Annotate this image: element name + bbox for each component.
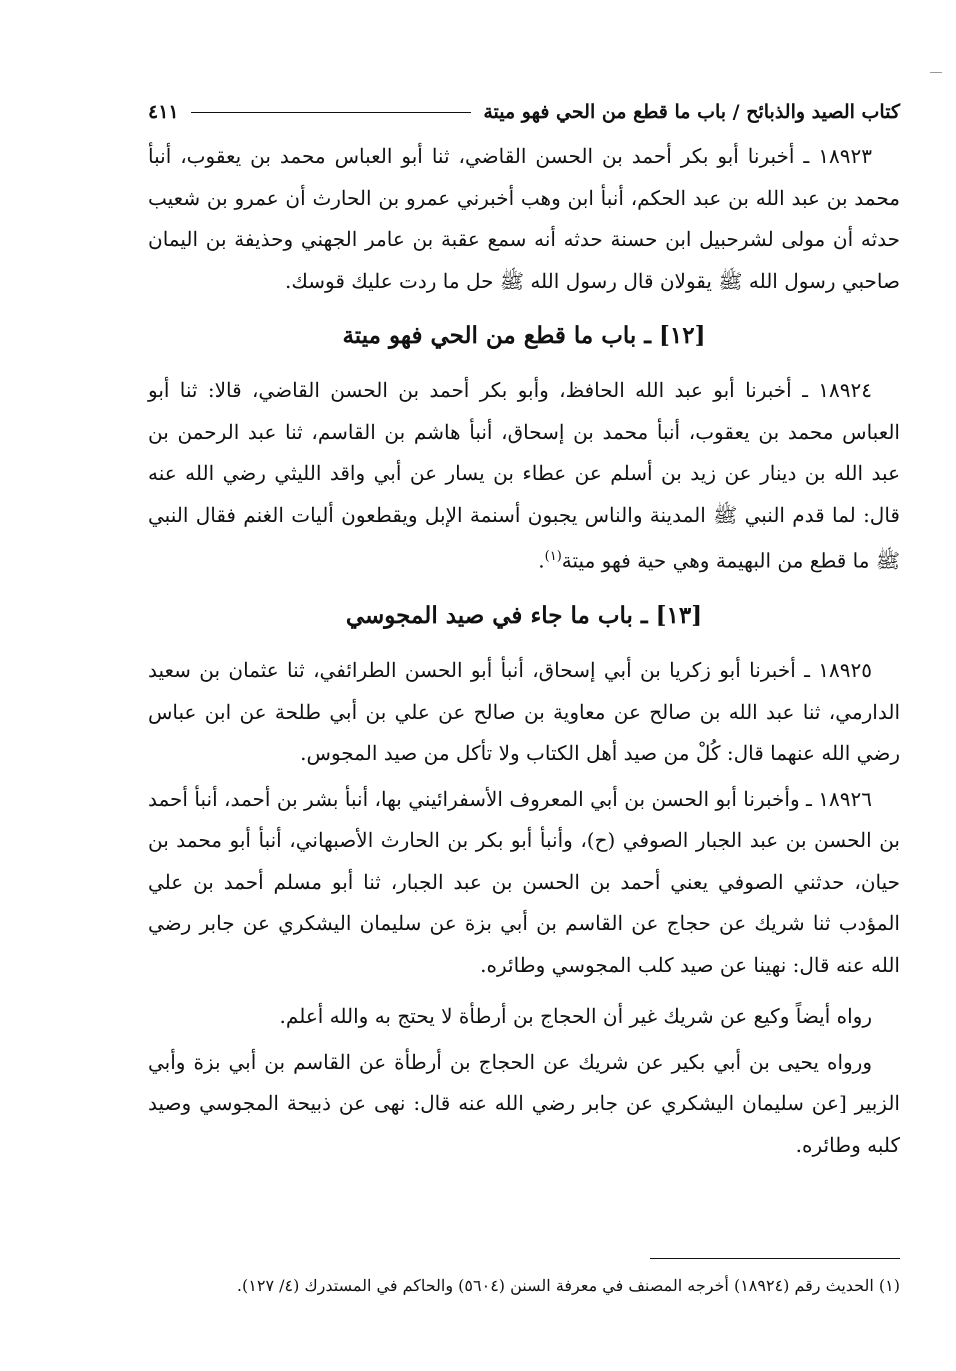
page-number: ٤١١ <box>148 101 179 123</box>
chapter-heading-13: [١٣] ـ باب ما جاء في صيد المجوسي <box>345 602 703 630</box>
footnote-ref: (١) <box>544 549 562 564</box>
running-header-title: كتاب الصيد والذبائح / باب ما قطع من الحي فهو ميتة <box>483 101 900 123</box>
hadith-18924-end: . <box>538 548 545 573</box>
hadith-18926: ١٨٩٢٦ ـ وأخبرنا أبو الحسن بن أبي المعروف الأسفرائيني بها، أنبأ بشر بن أحمد، أنبأ أحمد بن الحسن بن عبد الجبار الصوفي (ح)، وأنبأ أبو بكر بن الحارث الأصبهاني، أنبأ أبو محمد بن حيان، حدثني الصوفي يعني أحمد بن الحسن بن عبد الجبار، ثنا أبو مسلم أحمد بن علي المؤدب ثنا شريك عن حجاج عن القاسم بن أبي بزة عن سليمان اليشكري عن جابر رضي الله عنه قال: نهينا عن صيد كلب المجوسي وطائره. <box>148 786 900 977</box>
corner-mark <box>930 72 942 73</box>
commentary-para-2: ورواه يحيى بن أبي بكير عن شريك عن الحجاج بن أرطأة عن القاسم بن أبي بزة وأبي الزبير [عن سليمان اليشكري عن جابر رضي الله عنه قال: نهى عن ذبيحة المجوسي وصيد كلبه وطائره. <box>148 1049 900 1157</box>
header-rule <box>191 112 472 113</box>
running-header <box>148 92 900 132</box>
footnote-rule <box>650 1258 900 1259</box>
hadith-18925: ١٨٩٢٥ ـ أخبرنا أبو زكريا بن أبي إسحاق، أنبأ أبو الحسن الطرائفي، ثنا عثمان بن سعيد الدارمي، ثنا عبد الله بن صالح عن معاوية بن صالح عن علي بن أبي طلحة عن ابن عباس رضي الله عنهما قال: كُلْ من صيد أهل الكتاب ولا تأكل من صيد المجوس. <box>148 658 900 766</box>
chapter-heading-12: [١٢] ـ باب ما قطع من الحي فهو ميتة <box>342 322 706 349</box>
footnote-area <box>148 1258 900 1318</box>
hadith-18924-text: ١٨٩٢٤ ـ أخبرنا أبو عبد الله الحافظ، وأبو بكر أحمد بن الحسن القاضي، قالا: ثنا أبو العباس محمد بن يعقوب، أنبأ محمد بن إسحاق، أنبأ هاشم بن القاسم، ثنا عبد الرحمن بن عبد الله بن دينار عن زيد بن أسلم عن عطاء بن يسار عن أبي واقد الليثي رضي الله عنه قال: لما قدم النبي ﷺ المدينة والناس يجبون أسنمة الإبل ويقطعون أليات الغنم فقال النبي ﷺ ما قطع من البهيمة وهي حية فهو ميتة <box>148 378 900 573</box>
footnote-1: (١) الحديث رقم (١٨٩٢٤) أخرجه المصنف في معرفة السنن (٥٦٠٤) والحاكم في المستدرك (٤/ ١٢٧). <box>236 1276 900 1295</box>
hadith-18923: ١٨٩٢٣ ـ أخبرنا أبو بكر أحمد بن الحسن القاضي، ثنا أبو العباس محمد بن يعقوب، أنبأ محمد بن عبد الله بن عبد الحكم، أنبأ ابن وهب أخبرني عمرو بن الحارث أن عمرو بن شعيب حدثه أن مولى لشرحبيل ابن حسنة حدثه أنه سمع عقبة بن عامر الجهني وحذيفة بن اليمان صاحبي رسول الله ﷺ يقولان قال رسول الله ﷺ حل ما ردت عليك قوسك. <box>148 144 900 293</box>
commentary-para-1: رواه أيضاً وكيع عن شريك غير أن الحجاج بن أرطأة لا يحتج به والله أعلم. <box>279 1004 872 1029</box>
hadith-18924 <box>148 370 900 582</box>
book-page <box>148 92 900 1166</box>
